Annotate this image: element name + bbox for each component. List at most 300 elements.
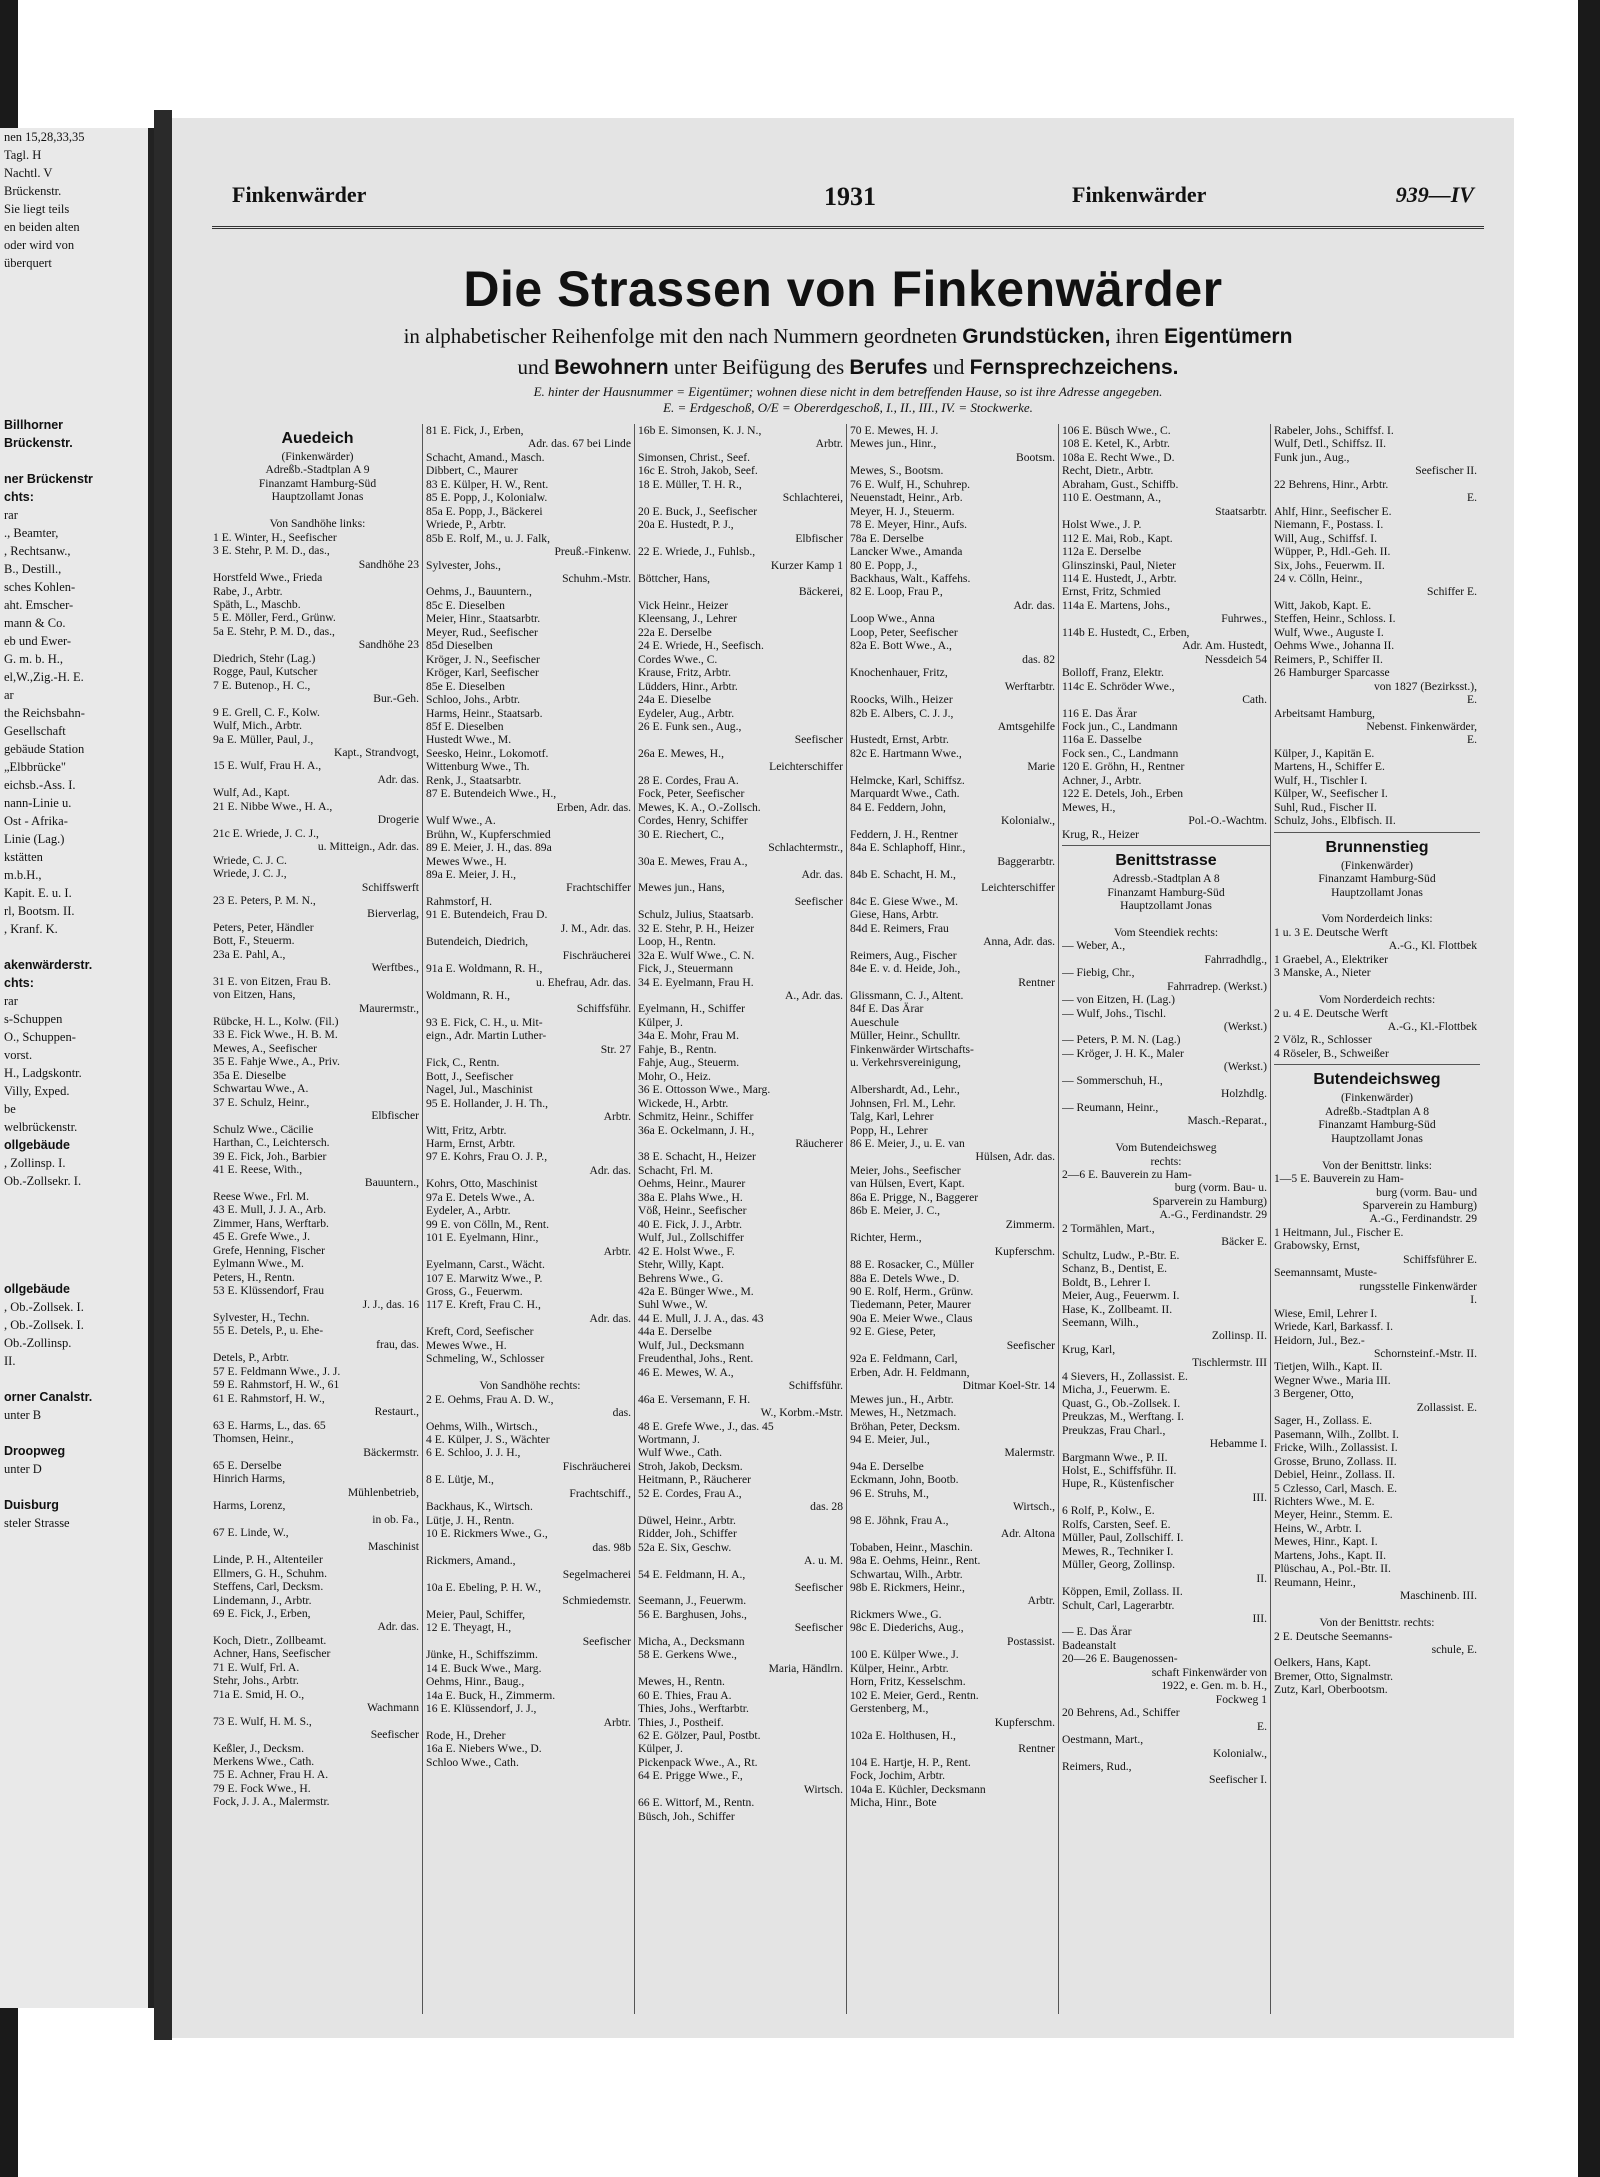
running-head-left: Finkenwärder: [232, 182, 367, 207]
section-divider: [1062, 845, 1270, 846]
left-page-fragment: H., Ladgskontr.: [4, 1066, 82, 1080]
directory-entry: Fischräucherei: [562, 1459, 631, 1473]
directory-entry: in ob. Fa.,: [372, 1512, 419, 1526]
left-page-fragment: [0, 344, 148, 362]
directory-entry: [850, 1070, 1058, 1083]
left-page-fragment: gebäude Station: [4, 742, 85, 756]
page-number: 939—IV: [1395, 182, 1474, 207]
directory-entry: Seesko, Heinr., Lokomotf.: [426, 746, 549, 760]
directory-entry: Thies, Johs., Werftarbtr.: [638, 1702, 749, 1716]
directory-entry: 55 E. Detels, P., u. Ehe-: [213, 1324, 324, 1338]
directory-entry: 24 v. Cölln, Heinr.,: [1274, 571, 1363, 585]
directory-entry: Postassist.: [1007, 1634, 1055, 1648]
directory-entry: Recht, Dietr., Arbtr.: [1062, 464, 1154, 478]
directory-entry: Schmiedemstr.: [562, 1594, 631, 1608]
directory-entry: Loop Wwe., Anna: [850, 612, 935, 626]
directory-entry: 44a E. Derselbe: [638, 1325, 712, 1339]
left-page-fragment: , Rechtsanw.,: [4, 544, 71, 558]
directory-entry: Bäckerei,: [798, 585, 843, 599]
directory-entry: Arbtr.: [815, 437, 843, 451]
directory-entry: 14 E. Buck Wwe., Marg.: [426, 1661, 542, 1675]
directory-entry: Horstfeld Wwe., Frieda: [213, 571, 323, 585]
directory-entry: Finkenwärder Wirtschafts-: [850, 1042, 974, 1056]
directory-entry: Plüschau, A., Pol.-Btr. II.: [1274, 1562, 1391, 1576]
directory-entry: 1 Graebel, A., Elektriker: [1274, 952, 1388, 966]
directory-entry: Adr. das.: [1013, 598, 1055, 612]
directory-entry: 97a E. Detels Wwe., A.: [426, 1190, 535, 1204]
left-page-fragment: [0, 1208, 148, 1226]
left-page-fragment: [0, 362, 148, 380]
directory-entry: Ahlf, Hinr., Seefischer E.: [1274, 504, 1392, 518]
directory-entry: Von Sandhöhe links:: [269, 517, 366, 531]
directory-entry: Schlachterei,: [782, 491, 843, 505]
directory-entry: Külper, W., Seefischer I.: [1274, 787, 1388, 801]
directory-entry: Kapt., Strandvogt,: [333, 745, 419, 759]
directory-entry: 31 E. von Eitzen, Frau B.: [213, 974, 331, 988]
directory-entry: Finanzamt Hamburg-Süd: [1107, 885, 1225, 899]
directory-entry: Harthan, C., Leichtersch.: [213, 1136, 330, 1150]
directory-entry: Bröhan, Peter, Decksm.: [850, 1419, 960, 1433]
directory-entry: 10 E. Rickmers Wwe., G.,: [426, 1527, 548, 1541]
left-page-fragment: chts:: [4, 490, 34, 504]
subtitle-keyword: Grundstücken,: [962, 325, 1111, 348]
directory-entry: E.: [1467, 733, 1477, 747]
directory-entry: Micha, Hinr., Bote: [850, 1796, 937, 1810]
directory-entry: Harms, Lorenz,: [213, 1499, 286, 1513]
directory-entry: I.: [1470, 1293, 1477, 1307]
directory-entry: Vom Butendeichsweg: [1115, 1141, 1217, 1155]
directory-entry: Vöß, Heinr., Seefischer: [638, 1204, 747, 1218]
directory-entry: Arbtr.: [603, 1244, 631, 1258]
directory-entry: Fock sen., C., Landmann: [1062, 746, 1179, 760]
left-page-fragment: „Elbbrücke": [4, 760, 67, 774]
subtitle-keyword: Eigentümern: [1164, 325, 1293, 348]
directory-entry: Lütje, J. H., Rentn.: [426, 1513, 515, 1527]
left-page-fragment: Nachtl. V: [4, 166, 53, 180]
directory-entry: Arbeitsamt Hamburg,: [1274, 706, 1375, 720]
directory-entry: Fahrradhdlg.,: [1204, 952, 1267, 966]
left-page-fragment: O., Schuppen-: [4, 1030, 76, 1044]
directory-column: [422, 424, 634, 2014]
directory-entry: Seefischer: [794, 1580, 843, 1594]
left-page-fragment: oder wird von: [4, 238, 75, 252]
directory-entry: 2 E. Deutsche Seemanns-: [1274, 1629, 1393, 1643]
directory-entry: 26 Hamburger Sparcasse: [1274, 666, 1390, 680]
directory-entry: Badeanstalt: [1062, 1638, 1117, 1652]
directory-entry: Wüpper, P., Hdl.-Geh. II.: [1274, 545, 1391, 559]
directory-entry: Fock, J. J. A., Malermstr.: [213, 1795, 330, 1809]
directory-column: [846, 424, 1058, 2014]
directory-entry: 9 E. Grell, C. F., Kolw.: [213, 705, 320, 719]
directory-entry: Eckmann, John, Bootb.: [850, 1473, 959, 1487]
directory-entry: Thomsen, Heinr.,: [213, 1432, 294, 1446]
directory-entry: 82a E. Bott Wwe., A.,: [850, 639, 952, 653]
directory-entry: 85a E. Popp, J., Bäckerei: [426, 504, 543, 518]
directory-entry: 85c E. Dieselben: [426, 598, 505, 612]
directory-entry: Mewes, H., Rentn.: [638, 1675, 725, 1689]
directory-entry: 40 E. Fick, J. J., Arbtr.: [638, 1217, 743, 1231]
directory-entry: Wriede, P., Arbtr.: [426, 518, 507, 532]
left-page-fragment: Billhorner: [4, 418, 64, 432]
directory-entry: Jünke, H., Schiffszimm.: [426, 1648, 538, 1662]
directory-entry: 84c E. Giese Wwe., M.: [850, 894, 958, 908]
subtitle-text: in alphabetischer Reihenfolge mit den nach Nummern geordneten: [403, 324, 963, 348]
directory-entry: 108 E. Ketel, K., Arbtr.: [1062, 437, 1170, 451]
left-page-fragment: s-Schuppen: [4, 1012, 63, 1026]
directory-entry: J. M., Adr. das.: [560, 921, 631, 935]
directory-entry: [1062, 1128, 1270, 1141]
directory-entry: 15 E. Wulf, Frau H. A.,: [213, 759, 322, 773]
directory-entry: Schuhm.-Mstr.: [562, 571, 631, 585]
directory-entry: Baggerarbtr.: [997, 854, 1055, 868]
directory-entry: Bott, J., Seefischer: [426, 1069, 514, 1083]
directory-entry: Pol.-O.-Wachtm.: [1188, 814, 1267, 828]
directory-entry: 70 E. Mewes, H. J.: [850, 424, 939, 437]
directory-entry: Funk jun., Aug.,: [1274, 450, 1350, 464]
directory-entry: Arbtr.: [603, 1715, 631, 1729]
directory-entry: Krug, Karl,: [1062, 1342, 1116, 1356]
directory-entry: J. J., das. 16: [362, 1297, 419, 1311]
directory-entry: 114b E. Hustedt, C., Erben,: [1062, 625, 1190, 639]
directory-entry: Knochenhauer, Fritz,: [850, 666, 948, 680]
directory-entry: 102a E. Holthusen, H.,: [850, 1728, 956, 1742]
left-page-fragment: chts:: [4, 976, 34, 990]
directory-entry: Schacht, Frl. M.: [638, 1163, 714, 1177]
directory-entry: Lindemann, J., Arbtr.: [213, 1593, 312, 1607]
left-page-fragment: orner Canalstr.: [4, 1390, 93, 1404]
directory-entry: Wulf, Mich., Arbtr.: [213, 719, 303, 733]
directory-entry: [426, 1366, 634, 1379]
left-page-fragment: be: [4, 1102, 16, 1116]
directory-entry: schaft Finkenwärder von: [1151, 1665, 1267, 1679]
directory-entry: Wulf, Detl., Schiffsz. II.: [1274, 437, 1387, 451]
directory-entry: 20 E. Buck, J., Seefischer: [638, 504, 758, 518]
directory-entry: Seefischer: [370, 1728, 419, 1742]
directory-entry: Richters Wwe., M. E.: [1274, 1494, 1375, 1508]
subtitle-text: unter Beifügung des: [668, 355, 850, 379]
directory-entry: Werftarbtr.: [1004, 679, 1055, 693]
directory-entry: Hülsen, Adr. das.: [975, 1150, 1055, 1164]
directory-entry: 98a E. Oehms, Heinr., Rent.: [850, 1554, 981, 1568]
directory-entry: 82b E. Albers, C. J. J.,: [850, 706, 954, 720]
directory-entry: Hustedt, Ernst, Arbtr.: [850, 733, 949, 747]
directory-entry: 34 E. Eyelmann, Frau H.: [638, 975, 754, 989]
directory-entry: 73 E. Wulf, H. M. S.,: [213, 1714, 312, 1728]
directory-entry: Harm, Ernst, Arbtr.: [426, 1137, 516, 1151]
directory-entry: Wulf, Jul., Zollschiffer: [638, 1231, 744, 1245]
left-page-fragment: nann-Linie u.: [4, 796, 72, 810]
directory-entry: 80 E. Popp, J.,: [850, 558, 918, 572]
directory-entry: Popp, H., Lehrer: [850, 1123, 928, 1137]
directory-entry: 87 E. Butendeich Wwe., H.,: [426, 787, 557, 801]
directory-entry: Adr. das. 67 bei Linde: [527, 437, 631, 451]
left-page-fragment: Sie liegt teils: [4, 202, 70, 216]
directory-entry: schule, E.: [1431, 1642, 1477, 1656]
directory-entry: 35 E. Fahje Wwe., A., Priv.: [213, 1055, 340, 1069]
directory-entry: Preukzas, M., Werftang. I.: [1062, 1410, 1184, 1424]
directory-entry: Malermstr.: [1004, 1446, 1055, 1460]
directory-entry: 7 E. Butenop., H. C.,: [213, 678, 311, 692]
directory-entry: Wriede, C. J. C.: [213, 853, 287, 867]
directory-entry: eign., Adr. Martin Luther-: [426, 1029, 547, 1043]
directory-entry: Ernst, Fritz, Schmied: [1062, 585, 1161, 599]
directory-entry: Meier, Johs., Seefischer: [850, 1163, 961, 1177]
directory-entry: Horn, Fritz, Kesselschm.: [850, 1675, 966, 1689]
directory-entry: das. 28: [810, 1500, 843, 1514]
directory-entry: Schiffsführ.: [576, 1002, 631, 1016]
directory-entry: Räucherer: [795, 1137, 843, 1151]
directory-entry: 4 E. Külper, J. S., Wächter: [426, 1432, 550, 1446]
directory-entry: Büsch, Joh., Schiffer: [638, 1809, 735, 1823]
directory-entry: Reimers, Aug., Fischer: [850, 948, 957, 962]
directory-entry: Oehms Wwe., Johanna II.: [1274, 639, 1395, 653]
directory-entry: Arbtr.: [603, 1110, 631, 1124]
left-page-fragment: rl, Bootsm. II.: [4, 904, 75, 918]
directory-entry: Cath.: [1242, 693, 1267, 707]
left-page-fragment: Duisburg: [4, 1498, 59, 1512]
directory-entry: 78 E. Meyer, Hinr., Aufs.: [850, 518, 968, 532]
directory-entry: 43 E. Mull, J. J. A., Arb.: [213, 1203, 327, 1217]
directory-entry: A.-G., Kl.-Flottbek: [1387, 1020, 1477, 1034]
directory-entry: Thies, J., Postheif.: [638, 1715, 724, 1729]
directory-entry: Mewes, A., Seefischer: [213, 1041, 317, 1055]
street-columns: [210, 424, 1480, 2014]
directory-entry: Behrens Wwe., G.: [638, 1271, 724, 1285]
directory-entry: 96 E. Struhs, M.,: [850, 1486, 929, 1500]
directory-entry: Bäcker E.: [1221, 1235, 1267, 1249]
left-page-fragment: en beiden alten: [4, 220, 80, 234]
directory-entry: 104a E. Küchler, Decksmann: [850, 1782, 986, 1796]
directory-entry: 21c E. Wriede, J. C. J.,: [213, 826, 319, 840]
directory-entry: Wortmann, J.: [638, 1432, 700, 1446]
directory-entry: Seefischer I.: [1209, 1773, 1267, 1787]
directory-entry: 102 E. Meier, Gerd., Rentn.: [850, 1688, 979, 1702]
directory-entry: Six, Johs., Feuerwm. II.: [1274, 558, 1385, 572]
subtitle-keyword: Bewohnern: [554, 356, 669, 379]
directory-entry: 83 E. Külper, H. W., Rent.: [426, 477, 549, 491]
directory-entry: 82 E. Loop, Frau P.,: [850, 585, 943, 599]
left-page-fragment: [0, 1244, 148, 1262]
directory-entry: Micha, A., Decksmann: [638, 1634, 745, 1648]
directory-entry: Aueschule: [850, 1015, 899, 1029]
directory-entry: 114c E. Schröder Wwe.,: [1062, 679, 1175, 693]
scan-border-right: [1578, 0, 1600, 2177]
directory-entry: Rübcke, H. L., Kolw. (Fil.): [213, 1015, 339, 1029]
directory-entry: 26 E. Funk sen., Aug.,: [638, 719, 742, 733]
directory-entry: Rahmstorf, H.: [426, 894, 493, 908]
directory-entry: Stehr, Willy, Kapt.: [638, 1258, 725, 1272]
directory-entry: Zollinsp. II.: [1211, 1329, 1267, 1343]
directory-entry: 122 E. Detels, Joh., Erben: [1062, 787, 1184, 801]
directory-entry: Mewes jun., H., Arbtr.: [850, 1392, 954, 1406]
directory-entry: Leichterschiffer: [981, 881, 1055, 895]
directory-entry: Mühlenbetrieb,: [347, 1485, 419, 1499]
directory-entry: Wulf Wwe., Cath.: [638, 1446, 722, 1460]
directory-entry: Adr. das.: [377, 1620, 419, 1634]
directory-entry: 39 E. Fick, Joh., Barbier: [213, 1149, 327, 1163]
directory-entry: Holzhdlg.: [1220, 1087, 1267, 1101]
directory-entry: burg (vorm. Bau- und: [1376, 1185, 1477, 1199]
directory-entry: Adr. Am. Hustedt,: [1182, 639, 1267, 653]
directory-entry: 84d E. Reimers, Frau: [850, 921, 949, 935]
left-page-fragment: the Reichsbahn-: [4, 706, 85, 720]
directory-entry: Bott, F., Steuerm.: [213, 934, 295, 948]
directory-entry: 112 E. Mai, Rob., Kapt.: [1062, 531, 1173, 545]
directory-entry: Kröger, J. N., Seefischer: [426, 652, 540, 666]
left-page-fragment: , Ob.-Zollsek. I.: [4, 1300, 84, 1314]
directory-entry: 110 E. Oestmann, A.,: [1062, 491, 1162, 505]
directory-entry: das. 82: [1022, 652, 1055, 666]
left-page-fragment: , Kranf. K.: [4, 922, 58, 936]
directory-entry: 16b E. Simonsen, K. J. N.,: [638, 424, 762, 437]
directory-entry: 94 E. Meier, Jul.,: [850, 1432, 930, 1446]
directory-entry: 9a E. Müller, Paul, J.,: [213, 732, 314, 746]
directory-entry: [1062, 912, 1270, 925]
directory-entry: 5 Czlesso, Carl, Masch. E.: [1274, 1481, 1398, 1495]
left-page-fragment: Ob.-Zollinsp.: [4, 1336, 72, 1350]
left-page-fragment: [0, 308, 148, 326]
directory-entry: 85d Dieselben: [426, 639, 493, 653]
directory-entry: Müller, Heinr., Schulltr.: [850, 1029, 961, 1043]
directory-entry: Seefischer: [794, 1621, 843, 1635]
directory-entry: Schanz, B., Dentist, E.: [1062, 1262, 1167, 1276]
directory-entry: Talg, Karl, Lehrer: [850, 1110, 934, 1124]
directory-entry: 1922, e. Gen. m. b. H.,: [1161, 1679, 1267, 1693]
directory-entry: Köppen, Emil, Zollass. II.: [1062, 1585, 1183, 1599]
directory-entry: Detels, P., Arbtr.: [213, 1351, 290, 1365]
directory-entry: Mewes, K. A., O.-Zollsch.: [638, 800, 761, 814]
directory-entry: 52a E. Six, Geschw.: [638, 1540, 732, 1554]
directory-entry: Frachtschiff.,: [569, 1486, 631, 1500]
running-head: [212, 182, 1484, 218]
directory-entry: 2—6 E. Bauverein zu Ham-: [1062, 1168, 1192, 1182]
directory-entry: Kupferschm.: [994, 1244, 1055, 1258]
directory-entry: Marie: [1027, 760, 1055, 774]
directory-entry: Finanzamt Hamburg-Süd: [1318, 872, 1436, 886]
directory-entry: Fock, Jochim, Arbtr.: [850, 1769, 946, 1783]
left-page-fragment: Ost - Afrika-: [4, 814, 68, 828]
directory-entry: [1274, 1145, 1480, 1158]
directory-entry: u. Ehefrau, Adr. das.: [536, 975, 631, 989]
directory-column: [1270, 424, 1480, 2014]
left-page-fragment: rar: [4, 994, 18, 1008]
directory-entry: 95 E. Hollander, J. H. Th.,: [426, 1096, 549, 1110]
directory-entry: 112a E. Derselbe: [1062, 545, 1142, 559]
directory-entry: Vick Heinr., Heizer: [638, 598, 729, 612]
directory-entry: Oehms, Heinr., Maurer: [638, 1177, 746, 1191]
directory-entry: Kolonialw.,: [1001, 814, 1055, 828]
left-page-fragment: [0, 1370, 148, 1388]
directory-entry: 3 Manske, A., Nieter: [1274, 966, 1371, 980]
directory-entry: Nebenst. Finkenwärder,: [1366, 719, 1477, 733]
directory-entry: Schulz, Johs., Elbfisch. II.: [1274, 814, 1396, 828]
left-page-fragment: [0, 326, 148, 344]
directory-entry: Eyelmann, Carst., Wächt.: [426, 1258, 545, 1272]
directory-entry: A. u. M.: [804, 1554, 843, 1568]
directory-entry: 84e E. v. d. Heide, Joh.,: [850, 962, 961, 976]
directory-entry: 6 E. Schloo, J. J. H.,: [426, 1446, 521, 1460]
directory-entry: 86b E. Meier, J. C.,: [850, 1204, 941, 1218]
directory-entry: 71 E. Wulf, Frl. A.: [213, 1660, 300, 1674]
directory-entry: 54 E. Feldmann, H. A.,: [638, 1567, 746, 1581]
directory-entry: 94a E. Derselbe: [850, 1459, 924, 1473]
directory-entry: Hauptzollamt Jonas: [271, 490, 364, 504]
directory-entry: 63 E. Harms, L., das. 65: [213, 1418, 326, 1432]
directory-entry: Bargmann Wwe., P. II.: [1062, 1450, 1168, 1464]
directory-entry: Schornsteinf.-Mstr. II.: [1373, 1347, 1477, 1360]
left-page-fragment: Linie (Lag.): [4, 832, 65, 846]
directory-entry: Adr. das.: [801, 867, 843, 881]
directory-entry: 32 E. Stehr, P. H., Heizer: [638, 921, 755, 935]
directory-entry: Bauuntern.,: [364, 1176, 419, 1190]
directory-entry: Pasemann, Wilh., Zollbt. I.: [1274, 1427, 1399, 1441]
directory-entry: 42 E. Holst Wwe., F.: [638, 1244, 735, 1258]
directory-entry: 61 E. Rahmstorf, H. W.,: [213, 1391, 325, 1405]
directory-entry: Kurzer Kamp 1: [770, 558, 843, 572]
directory-entry: Steffens, Carl, Decksm.: [213, 1580, 324, 1594]
left-page-fragment: Droopweg: [4, 1444, 66, 1458]
directory-entry: Wulf, Wwe., Auguste I.: [1274, 625, 1384, 639]
directory-entry: Roocks, Wilh., Heizer: [850, 693, 953, 707]
directory-entry: Heidorn, Jul., Bez.-: [1274, 1333, 1365, 1347]
directory-entry: 5a E. Stehr, P. M. D., das.,: [213, 624, 335, 638]
directory-entry: 14a E. Buck, H., Zimmerm.: [426, 1688, 556, 1702]
directory-entry: Hustedt Wwe., M.: [426, 733, 512, 747]
directory-entry: 101 E. Eyelmann, Hinr.,: [426, 1231, 539, 1245]
directory-column: [210, 424, 422, 2014]
directory-entry: [1274, 980, 1480, 993]
directory-entry: van Hülsen, Evert, Kapt.: [850, 1177, 965, 1191]
directory-entry: 20 Behrens, Ad., Schiffer: [1062, 1706, 1180, 1720]
directory-entry: 79 E. Fock Wwe., H.: [213, 1781, 311, 1795]
directory-entry: 23 E. Peters, P. M. N.,: [213, 893, 316, 907]
directory-entry: Schiffsführ.: [788, 1379, 843, 1393]
directory-entry: Mewes, H., Netzmach.: [850, 1406, 957, 1420]
directory-entry: Schiffswerft: [361, 880, 419, 894]
directory-entry: — von Eitzen, H. (Lag.): [1062, 993, 1176, 1007]
directory-entry: Oestmann, Mart.,: [1062, 1733, 1144, 1747]
directory-entry: 2 u. 4 E. Deutsche Werft: [1274, 1006, 1388, 1020]
directory-entry: Harms, Heinr., Staatsarb.: [426, 706, 543, 720]
directory-entry: Adr. das.: [377, 772, 419, 786]
directory-entry: Seefischer II.: [1415, 464, 1477, 478]
directory-entry: Adr. Altona: [1000, 1527, 1055, 1541]
directory-entry: Späth, L., Maschb.: [213, 597, 301, 611]
directory-entry: Schloo, Johs., Arbtr.: [426, 693, 521, 707]
directory-entry: Heitmann, P., Räucherer: [638, 1473, 752, 1487]
directory-entry: 26a E. Mewes, H.,: [638, 746, 724, 760]
directory-entry: Reimers, Rud.,: [1062, 1759, 1132, 1773]
directory-entry: 41 E. Reese, With.,: [213, 1163, 303, 1177]
directory-entry: Pickenpack Wwe., A., Rt.: [638, 1755, 758, 1769]
directory-entry: Oelkers, Hans, Kapt.: [1274, 1656, 1371, 1670]
directory-entry: Achner, J., Arbtr.: [1062, 773, 1142, 787]
directory-entry: Mohr, O., Heiz.: [638, 1069, 711, 1083]
directory-entry: Merkens Wwe., Cath.: [213, 1754, 315, 1768]
directory-entry: Adreßb.-Stadtplan A 9: [265, 463, 370, 477]
directory-entry: Werftbes.,: [371, 961, 419, 975]
left-page-fragment: rar: [4, 508, 18, 522]
directory-entry: 45 E. Grefe Wwe., J.: [213, 1230, 311, 1244]
directory-entry: Adr. das.: [589, 1163, 631, 1177]
directory-column: [634, 424, 846, 2014]
directory-entry: 12 E. Theyagt, H.,: [426, 1621, 512, 1635]
directory-entry: Wriede, J. C. J.,: [213, 867, 287, 881]
directory-entry: 34a E. Mohr, Frau M.: [638, 1029, 739, 1043]
left-page-fragment: welbrückenstr.: [4, 1120, 78, 1134]
directory-entry: Restaurt.,: [374, 1405, 419, 1419]
left-page-fragment: [0, 1478, 148, 1496]
